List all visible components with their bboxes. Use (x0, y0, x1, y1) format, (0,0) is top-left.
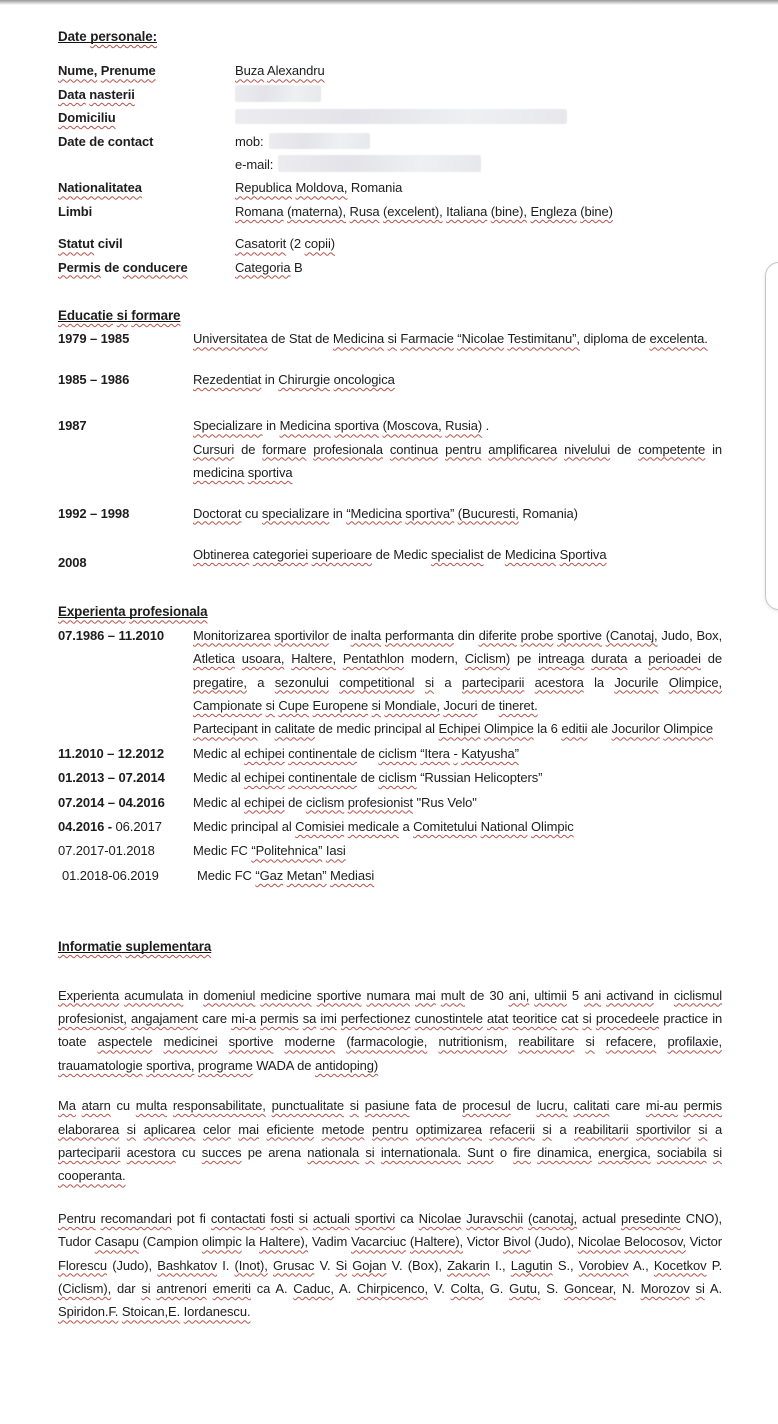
top-toolbar-shadow (0, 0, 778, 5)
field-value: Buza Alexandru (235, 63, 325, 79)
redacted-phone (269, 133, 370, 149)
section-heading-personal: Date personale: (58, 29, 157, 44)
entry-period: 1987 (58, 418, 87, 434)
entry-period: 01.2013 – 07.2014 (58, 770, 165, 786)
field-value (235, 106, 722, 129)
field-value: Categoria B (235, 259, 303, 275)
entry-description: Specializare in Medicina sportiva (Moscova, Rusia) . Cursuri de formare profesionala continua pentru amplificarea nivelului de competente in medicina sportiva (193, 418, 722, 481)
field-label (58, 153, 235, 176)
entry-period: 1979 – 1985 (58, 331, 130, 347)
field-label: Nationalitatea (58, 180, 142, 196)
field-value: Casatorit (2 copii) (235, 236, 335, 252)
edge-scroll-handle[interactable] (765, 262, 778, 610)
education-entry (58, 543, 722, 570)
field-label: Statut civil (58, 236, 123, 252)
personal-row-address (58, 106, 722, 129)
experience-entry (58, 815, 722, 838)
entry-description: Doctorat cu specializare in “Medicina sportiva” (Bucuresti, Romania) (193, 505, 578, 521)
field-value: Republica Moldova, Romania (235, 180, 403, 196)
personal-row-phone (58, 130, 722, 153)
field-value: Romana (materna), Rusa (excelent), Italiana (bine), Engleza (bine) (235, 203, 613, 219)
entry-description: Medic al echipei de ciclism profesionist "Rus Velo" (193, 794, 477, 810)
entry-period: 04.2016 - 06.2017 (58, 818, 162, 834)
entry-period: 11.2010 – 12.2012 (58, 745, 165, 761)
section-heading-education: Educatie si formare (58, 308, 181, 324)
field-label: Permis de conducere (58, 259, 188, 275)
field-label: Nume, Prenume (58, 63, 156, 79)
entry-description: Monitorizarea sportivilor de inalta performanta din diferite probe sportive (Canotaj, Judo, Box, Atletica usoara, Haltere, Pentathlon modern, Ciclism) pe intreaga durata a perioadei de pregatire, a sezonului competitional si a parteciparii acestora la Jocurile Olimpice, Campionate si Cupe Europene si Mondiale, Jocuri de tineret. Partecipant in calitate de medic principal al Echipei Olimpice la 6 editii ale Jocurilor Olimpice (193, 627, 723, 737)
entry-period: 2008 (58, 554, 87, 570)
field-value (235, 153, 722, 176)
entry-description: Medic al echipei continentale de ciclism “Russian Helicopters” (193, 770, 543, 786)
entry-period: 1992 – 1998 (58, 505, 130, 521)
entry-description: Universitatea de Stat de Medicina si Farmacie “Nicolae Testimitanu”, diploma de excelenta. (193, 331, 708, 347)
personal-row-languages (58, 200, 722, 223)
education-entry (58, 502, 722, 525)
redacted-address (235, 109, 567, 124)
personal-row-marital-status (58, 232, 722, 255)
entry-period: 01.2018-06.2019 (62, 867, 159, 883)
experience-entry (58, 624, 722, 741)
field-value (235, 130, 722, 153)
experience-entry (58, 791, 722, 814)
entry-period: 07.1986 – 11.2010 (58, 627, 165, 643)
education-entry (58, 368, 722, 391)
field-label: Date de contact (58, 133, 154, 149)
entry-description: Medic al echipei continentale de ciclism “Itera - Katyusha” (193, 745, 519, 761)
experience-entry (58, 839, 722, 862)
section-heading-experience: Experienta profesionala (58, 604, 208, 620)
phone-prefix: mob: (235, 133, 264, 149)
personal-row-nationality (58, 176, 722, 199)
personal-row-email (58, 153, 722, 176)
education-entry (58, 414, 722, 484)
entry-description: Medic principal al Comisiei medicale a Comitetului National Olimpic (193, 818, 574, 834)
education-entry (58, 327, 722, 350)
personal-row-driving-license (58, 256, 722, 279)
entry-period: 07.2014 – 04.2016 (58, 794, 165, 810)
entry-description: Medic FC “Politehnica” Iasi (193, 843, 346, 859)
entry-description: Obtinerea categoriei superioare de Medic specialist de Medicina Sportiva (193, 546, 607, 562)
experience-entry (58, 864, 722, 887)
experience-entry (58, 766, 722, 789)
entry-period: 07.2017-01.2018 (58, 843, 155, 859)
entry-description: Medic FC “Gaz Metan” Mediasi (197, 867, 375, 883)
field-value (235, 83, 722, 106)
field-label: Data nasterii (58, 86, 135, 102)
redacted-email (278, 155, 481, 172)
entry-description: Rezedentiat in Chirurgie oncologica (193, 371, 395, 387)
personal-row-name (58, 59, 722, 82)
additional-paragraph-references: Pentru recomandari pot fi contactati fosti si actuali sportivi ca Nicolae Juravschii (canotaj, actual presedinte CNO), Tudor Casapu (Campion olimpic la Haltere), Vadim Vacarciuc (Haltere), Victor Bivol (Judo), Nicolae Belocosov, Victor Florescu (Judo), Bashkatov I. (Inot), Grusac V. Si Gojan V. (Box), Zakarin I., Lagutin S., Vorobiev A., Kocetkov P. (Ciclism), dar si antrenori emeriti ca A. Caduc, A. Chirpicenco, V. Colta, G. Gutu, S. Goncear, N. Morozov si A. Spiridon.F. Stoican,E. Iordanescu. (58, 1210, 723, 1320)
personal-row-birthdate (58, 83, 722, 106)
section-heading-additional-info: Informatie suplementara (58, 939, 212, 955)
email-prefix: e-mail: (235, 157, 274, 173)
experience-entry (58, 742, 722, 765)
additional-paragraph-experience: Experienta acumulata in domeniul medicine sportive numara mai mult de 30 ani, ultimii 5 ani activand in ciclismul profesionist, angajament care mi-a permis sa imi perfectionez cunostintele atat teoritice cat si procedeele practice in toate aspectele medicinei sportive moderne (farmacologie, nutritionism, reabilitare si refacere, profilaxie, trauamatologie sportiva, programe WADA de antidoping) (58, 987, 723, 1073)
additional-paragraph-qualities: Ma atarn cu multa responsabilitate, punctualitate si pasiune fata de procesul de lucru, calitati care mi-au permis elaborarea si aplicarea celor mai eficiente metode pentru optimizarea refacerii si a reabilitarii sportivilor si a parteciparii acestora cu succes pe arena nationala si internationala. Sunt o fire dinamica, energica, sociabila si cooperanta. (58, 1098, 723, 1184)
field-label: Limbi (58, 203, 93, 219)
entry-period: 1985 – 1986 (58, 371, 130, 387)
redacted-birth-date (235, 85, 321, 102)
field-label: Domiciliu (58, 110, 116, 126)
